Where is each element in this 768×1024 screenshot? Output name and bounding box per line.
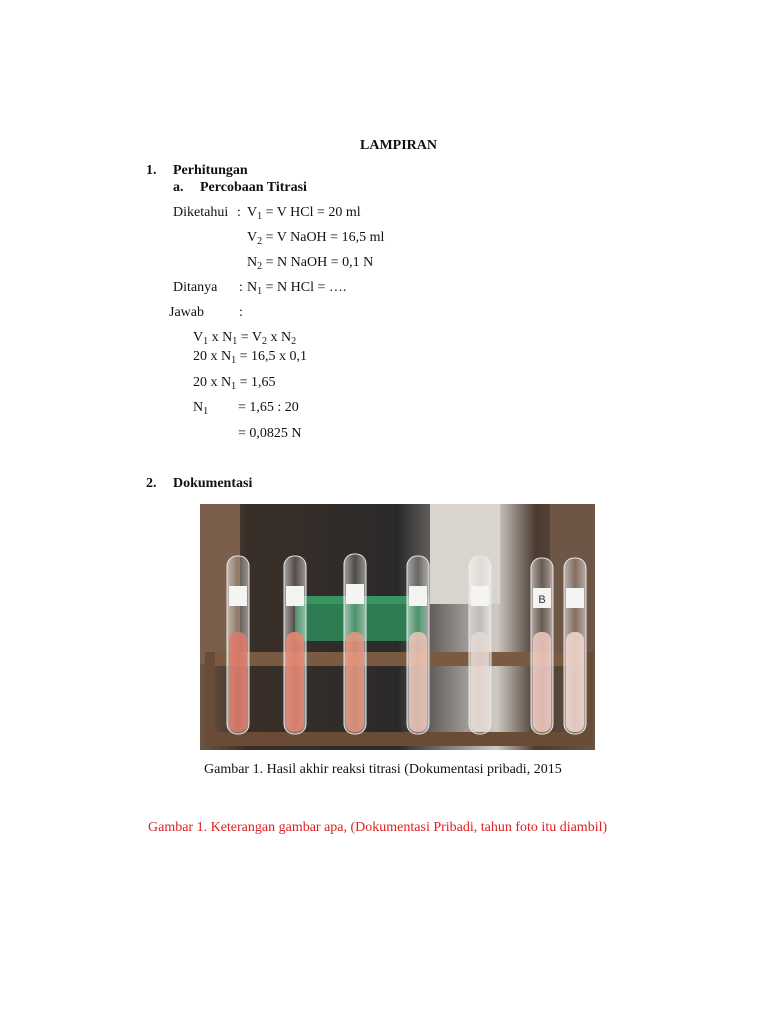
- page-title: LAMPIRAN: [360, 138, 437, 153]
- section1-heading: Perhitungan: [173, 163, 248, 178]
- tube-label: [409, 586, 427, 606]
- rack-bottom-bar: [205, 732, 593, 746]
- tube-label: [471, 586, 489, 606]
- asked-line: $N_1 = N$ HCl = ….: [247, 280, 347, 297]
- section2-heading: Dokumentasi: [173, 476, 253, 491]
- titration-photo: [200, 504, 595, 750]
- subsection-letter: a.: [173, 180, 184, 195]
- known-line-v1: $V_1 = V$ HCl = 20 ml: [247, 205, 361, 222]
- asked-label: Ditanya: [173, 280, 218, 295]
- equation-2: 20 x $N_1 = 16,5$ x 0,1: [193, 349, 308, 366]
- rack-left-post: [205, 652, 215, 746]
- figure-note: Gambar 1. Keterangan gambar apa, (Dokumentasi Pribadi, tahun foto itu diambil): [148, 820, 608, 835]
- equation-5: = 0,0825 N: [238, 426, 302, 441]
- tube-label: [346, 584, 364, 604]
- tube-liquid: [409, 632, 427, 732]
- subsection-heading: Percobaan Titrasi: [200, 180, 307, 195]
- equation-1: $V_1$ x $N_1 = V_2$ x $N_2$: [193, 330, 297, 347]
- known-line-v2: $V_2 = V$ NaOH = 16,5 ml: [247, 230, 385, 247]
- known-label: Diketahui: [173, 205, 229, 220]
- known-separator: :: [237, 205, 241, 220]
- tube-liquid: [566, 632, 584, 732]
- equation-4-rhs: = 1,65 : 20: [238, 400, 299, 415]
- tube-label: [229, 586, 247, 606]
- tube-liquid: [533, 632, 551, 732]
- asked-separator: :: [239, 280, 243, 295]
- tube-liquid: [229, 632, 247, 732]
- equation-4-lhs: $N_1$: [193, 400, 209, 417]
- tube-label-text: B: [538, 594, 546, 606]
- tube-label: [566, 588, 584, 608]
- section1-number: 1.: [146, 163, 157, 178]
- answer-label: Jawab: [169, 305, 204, 320]
- section2-number: 2.: [146, 476, 157, 491]
- tube-liquid: [346, 632, 364, 732]
- tube-liquid: [471, 632, 489, 732]
- equation-3: 20 x $N_1 = 1,65$: [193, 375, 276, 392]
- answer-separator: :: [239, 305, 243, 320]
- figure-caption: Gambar 1. Hasil akhir reaksi titrasi (Dokumentasi pribadi, 2015: [204, 762, 562, 777]
- tube-label: [286, 586, 304, 606]
- known-line-n2: $N_2 = N$ NaOH = 0,1 N: [247, 255, 374, 272]
- tube-liquid: [286, 632, 304, 732]
